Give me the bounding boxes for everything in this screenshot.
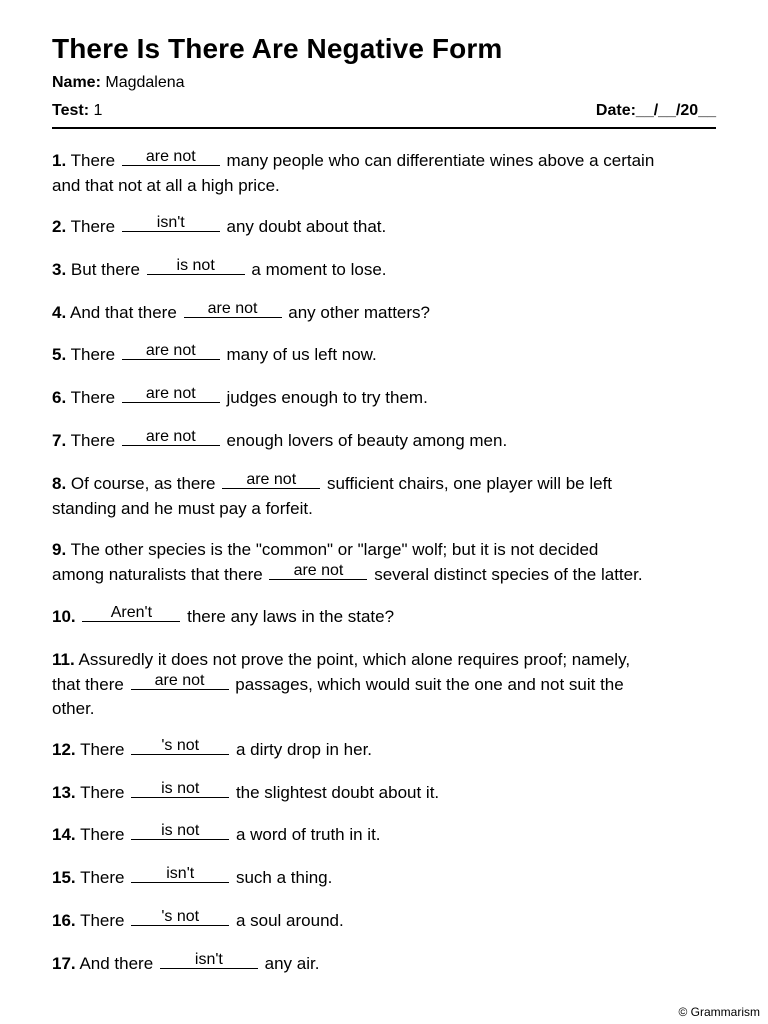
question-number: 8.	[52, 474, 67, 493]
question-number: 4.	[52, 303, 67, 322]
question-item	[52, 866, 720, 891]
question-text: There	[80, 825, 125, 844]
answer-blank[interactable]	[184, 300, 282, 318]
question-text: There	[80, 868, 125, 887]
question-text: a moment to lose.	[251, 260, 387, 279]
question-text: Of course, as there	[70, 474, 216, 493]
question-number: 12.	[52, 740, 76, 759]
test-label: Test:	[52, 102, 90, 119]
question-item	[52, 648, 720, 722]
question-text: that there	[52, 674, 124, 694]
question-text: any other matters?	[288, 303, 431, 322]
question-item	[52, 149, 720, 198]
answer-blank[interactable]	[131, 737, 229, 755]
question-item	[52, 952, 720, 977]
question-text: The other species is the "common" or "large" wolf; but it is not decided	[70, 540, 599, 559]
question-text: any air.	[264, 954, 320, 973]
answer-blank[interactable]	[131, 865, 229, 883]
answer-text: are not	[145, 148, 196, 165]
copyright-footer: © Grammarism	[678, 1005, 760, 1019]
question-text: judges enough to try them.	[226, 388, 428, 407]
name-line	[52, 74, 185, 92]
question-text: the slightest doubt about it.	[235, 783, 440, 802]
question-text: Assuredly it does not prove the point, which alone requires proof; namely,	[78, 650, 631, 669]
answer-blank[interactable]	[122, 385, 220, 403]
question-number: 5.	[52, 345, 67, 364]
test-value: 1	[93, 102, 103, 119]
name-label: Name:	[52, 74, 101, 91]
question-text: many people who can differentiate wines above a certain	[226, 151, 655, 170]
answer-blank[interactable]	[131, 671, 229, 690]
answer-blank[interactable]	[222, 471, 320, 489]
answer-blank[interactable]	[131, 908, 229, 926]
answer-blank[interactable]	[122, 148, 220, 166]
question-number: 6.	[52, 388, 67, 407]
answer-blank[interactable]	[122, 214, 220, 232]
answer-text: is not	[176, 257, 215, 274]
question-text: many of us left now.	[226, 345, 377, 364]
name-value: Magdalena	[105, 74, 185, 91]
question-number: 17.	[52, 954, 76, 973]
question-text: a word of truth in it.	[235, 825, 381, 844]
question-text: There	[70, 345, 116, 364]
answer-blank[interactable]	[160, 951, 258, 969]
question-text: other.	[52, 699, 95, 718]
answer-text: are not	[145, 385, 196, 402]
question-item	[52, 909, 720, 934]
question-text: And that there	[69, 303, 177, 322]
question-item	[52, 386, 720, 411]
question-text: a dirty drop in her.	[235, 740, 373, 759]
answer-text: Aren't	[110, 604, 153, 621]
question-text: There	[70, 388, 116, 407]
answer-text: 's not	[161, 737, 200, 754]
answer-text: isn't	[194, 951, 223, 968]
question-text: passages, which would suit the one and not suit the	[235, 674, 624, 694]
question-item	[52, 823, 720, 848]
question-number: 3.	[52, 260, 67, 279]
question-text: a soul around.	[235, 911, 344, 930]
answer-blank[interactable]	[131, 780, 229, 798]
question-number: 7.	[52, 431, 67, 450]
question-text: There	[80, 911, 125, 930]
question-text: any doubt about that.	[226, 217, 387, 236]
answer-text: isn't	[156, 214, 185, 231]
question-item	[52, 258, 720, 283]
question-text: There	[70, 151, 116, 170]
question-text: sufficient chairs, one player will be left	[326, 474, 613, 493]
answer-blank[interactable]	[82, 604, 180, 622]
question-item	[52, 781, 720, 806]
question-item	[52, 738, 720, 763]
answer-blank[interactable]	[147, 257, 245, 275]
question-item	[52, 429, 720, 454]
question-number: 2.	[52, 217, 67, 236]
answer-blank[interactable]	[269, 561, 367, 580]
question-text: There	[80, 740, 125, 759]
question-number: 10.	[52, 607, 76, 626]
answer-text: are not	[145, 428, 196, 445]
question-item	[52, 538, 720, 587]
header-divider	[52, 127, 716, 129]
page-title: There Is There Are Negative Form	[52, 33, 503, 64]
question-text: and that not at all a high price.	[52, 175, 280, 195]
question-number: 16.	[52, 911, 76, 930]
question-text: There	[70, 431, 116, 450]
answer-text: are not	[293, 561, 344, 579]
answer-blank[interactable]	[122, 428, 220, 446]
answer-text: is not	[161, 822, 200, 839]
question-text: several distinct species of the latter.	[374, 564, 643, 584]
question-number: 13.	[52, 783, 76, 802]
question-number: 9.	[52, 540, 67, 559]
question-number: 11.	[52, 650, 75, 669]
question-item	[52, 472, 720, 521]
test-line	[52, 102, 102, 120]
question-item	[52, 343, 720, 368]
question-number: 14.	[52, 825, 76, 844]
question-number: 15.	[52, 868, 76, 887]
question-text: such a thing.	[235, 868, 333, 887]
answer-text: are not	[145, 342, 196, 359]
question-number: 1.	[52, 151, 67, 170]
question-text: But there	[70, 260, 140, 279]
date-line: Date:__/__/20__	[595, 102, 716, 119]
answer-blank[interactable]	[131, 822, 229, 840]
answer-text: 's not	[161, 908, 200, 925]
answer-blank[interactable]	[122, 342, 220, 360]
question-item	[52, 605, 720, 630]
answer-text: are not	[154, 671, 205, 689]
answer-text: are not	[207, 300, 258, 317]
question-item	[52, 301, 720, 326]
question-text: there any laws in the state?	[187, 607, 395, 626]
question-text: among naturalists that there	[52, 564, 263, 584]
answer-text: is not	[161, 780, 200, 797]
question-text: There	[80, 783, 125, 802]
answer-text: isn't	[166, 865, 195, 882]
answer-text: are not	[246, 471, 297, 488]
question-item	[52, 215, 720, 240]
question-text: There	[70, 217, 116, 236]
question-text: enough lovers of beauty among men.	[226, 431, 508, 450]
question-text: And there	[79, 954, 154, 973]
question-text: standing and he must pay a forfeit.	[52, 498, 313, 518]
